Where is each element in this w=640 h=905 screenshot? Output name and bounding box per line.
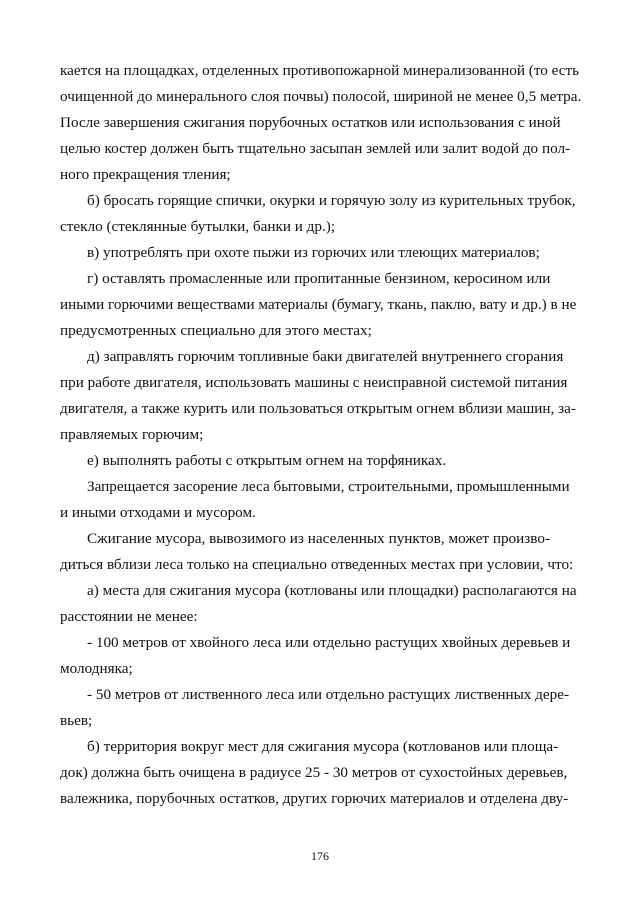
text-line: - 100 метров от хвойного леса или отдельно растущих хвойных деревьев и: [87, 634, 571, 651]
text-line: правляемых горючим;: [60, 426, 204, 443]
text-line: б) территория вокруг мест для сжигания мусора (котлованов или площа-: [87, 738, 559, 755]
text-line: б) бросать горящие спички, окурки и горячую золу из курительных трубок,: [87, 192, 576, 209]
text-line: очищенной до минерального слоя почвы) полосой, шириной не менее 0,5 метра.: [60, 88, 582, 105]
text-line: д) заправлять горючим топливные баки двигателей внутреннего сгорания: [87, 348, 564, 365]
text-line: вьев;: [60, 712, 93, 729]
text-line: г) оставлять промасленные или пропитанные бензином, керосином или: [87, 270, 551, 287]
text-line: целью костер должен быть тщательно засыпан землей или залит водой до пол-: [60, 140, 571, 157]
text-line: в) употреблять при охоте пыжи из горючих или тлеющих материалов;: [87, 244, 540, 261]
text-line: ного прекращения тления;: [60, 166, 231, 183]
text-line: и иными отходами и мусором.: [60, 504, 256, 521]
text-line: иными горючими веществами материалы (бумагу, ткань, паклю, вату и др.) в не: [60, 296, 577, 313]
text-line: После завершения сжигания порубочных остатков или использования с иной: [60, 114, 561, 131]
text-line: а) места для сжигания мусора (котлованы или площадки) располагаются на: [87, 582, 577, 599]
text-line: валежника, порубочных остатков, других горючих материалов и отделена дву-: [60, 790, 569, 807]
text-line: диться вблизи леса только на специально отведенных местах при условии, что:: [60, 556, 574, 573]
text-line: при работе двигателя, использовать машины с неисправной системой питания: [60, 374, 568, 391]
text-line: док) должна быть очищена в радиусе 25 - 30 метров от сухостойных деревьев,: [60, 764, 568, 781]
text-line: расстоянии не менее:: [60, 608, 198, 625]
text-line: Запрещается засорение леса бытовыми, строительными, промышленными: [87, 478, 570, 495]
page-number: 176: [311, 849, 329, 863]
text-line: кается на площадках, отделенных противопожарной минерализованной (то есть: [60, 62, 580, 79]
text-line: е) выполнять работы с открытым огнем на торфяниках.: [87, 452, 447, 469]
text-line: стекло (стеклянные бутылки, банки и др.);: [60, 218, 336, 235]
text-line: Сжигание мусора, вывозимого из населенных пунктов, может произво-: [87, 530, 550, 547]
text-line: предусмотренных специально для этого местах;: [60, 322, 372, 339]
text-line: двигателя, а также курить или пользоваться открытым огнем вблизи машин, за-: [60, 400, 576, 417]
text-line: - 50 метров от лиственного леса или отдельно растущих лиственных дере-: [87, 686, 570, 703]
text-line: молодняка;: [60, 660, 133, 677]
